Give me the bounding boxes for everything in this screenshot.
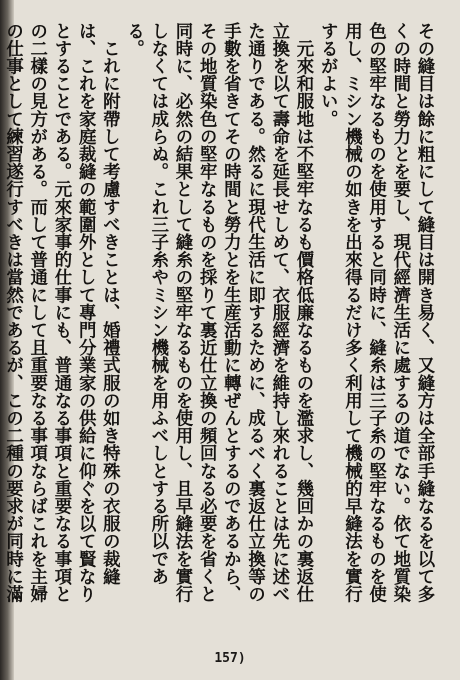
- body-text: [0, 22, 436, 612]
- page-number: 157): [214, 651, 246, 666]
- paragraph-1: その縫目は餘に粗にして縫目は開き易く、又縫方は全部手縫なるを以て多くの時間と勞力とを要し、現代經濟生活に處するの道でない。依て地質染色の堅牢なるものを使用すると同時に、縫糸は三子糸の堅牢なるものを使用し、ミシン機械の如きを出來得るだけ多く利用して機械的早縫法を實行するがよい。: [317, 22, 434, 603]
- paragraph-3: これに附帶して考慮すべきことは、婚禮式服の如き特殊の衣服の裁縫は、これを家庭裁縫の範圍外として專門分業家の供給に仰ぐを以て賢なりとすることである。元來家事的仕事にも、普通なる事項と重要なる事項との二樣の見方がある。而して普通にして且重要なる事項ならばこれを主婦の仕事として練習遂行すべきは當然であるが、この二種の要求が同時に滿: [2, 22, 120, 603]
- paragraph-2: 元來和服地は不堅牢なるも價格低廉なるものを濫求し、幾回かの裏返仕立換を以て壽命を延長せしめて、衣服經濟を維持し來れることは先に述べた通りである。然るに現代生活に即するために、成るべく裏返仕立換等の手數を省きてその時間と勞力とを生産活動に轉ぜんとするのであるから、その地質染色の堅牢なるものを採りて裏近仕立換の頻回なる必要を省くと同時に、必然の結果として縫糸の堅牢なるものを使用し、且早縫法を實行しなくては成らぬ。これ三子糸やミシン機械を用ふべしとする所以である。: [123, 22, 313, 603]
